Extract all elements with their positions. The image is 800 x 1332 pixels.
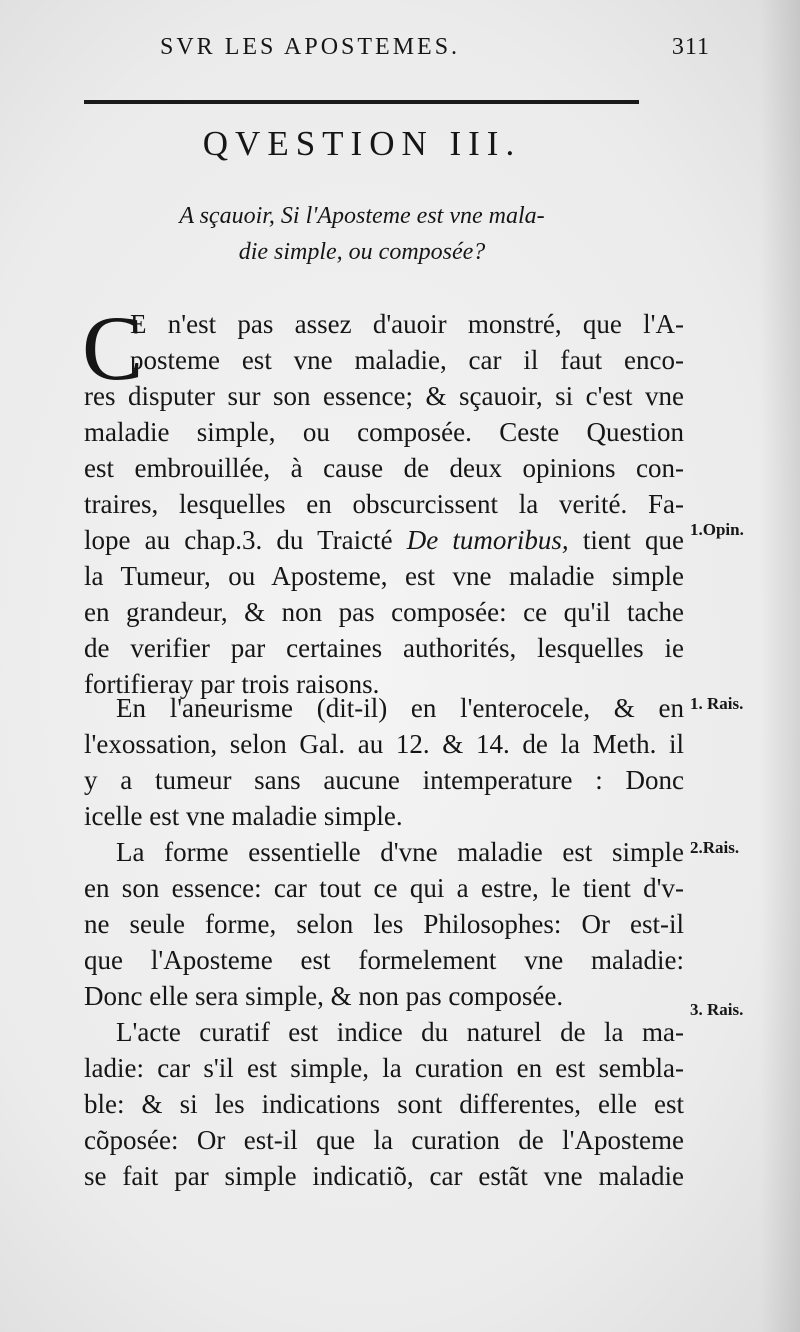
- text-segment: tient que: [568, 525, 684, 555]
- text-line: y a tumeur sans aucune intemperature : Donc: [84, 765, 684, 795]
- margin-note-opinion-1: 1.Opin.: [690, 520, 744, 539]
- text-line: maladie simple, ou composée. Ceste Question: [84, 417, 684, 447]
- text-line: posteme est vne maladie, car il faut enco-: [130, 345, 684, 375]
- text-line: icelle est vne maladie simple.: [84, 801, 403, 831]
- margin-note-reason-3: 3. Rais.: [690, 1000, 744, 1019]
- text-line: que l'Aposteme est formelement vne maladie:: [84, 945, 684, 975]
- text-segment: lope au chap.3. du Traicté: [84, 525, 407, 555]
- text-line: res disputer sur son essence; & sçauoir, si c'est vne: [84, 381, 684, 411]
- text-line: La forme essentielle d'vne maladie est simple: [116, 837, 684, 867]
- text-line: Donc elle sera simple, & non pas composée.: [84, 981, 564, 1011]
- page-gutter-shadow: [760, 0, 800, 1332]
- text-line: la Tumeur, ou Aposteme, est vne maladie simple: [84, 561, 684, 591]
- text-line: ne seule forme, selon les Philosophes: Or est-il: [84, 909, 684, 939]
- text-line: ladie: car s'il est simple, la curation en est sembla-: [84, 1053, 684, 1083]
- paragraph-2: [84, 690, 684, 834]
- text-line: ble: & si les indications sont differentes, elle est: [84, 1089, 684, 1119]
- question-title: QVESTION III.: [202, 124, 522, 163]
- running-head: [160, 34, 710, 74]
- text-line: en son essence: car tout ce qui a estre, le tient d'v-: [84, 873, 684, 903]
- paragraph-3: [84, 834, 684, 1014]
- text-line: est embrouillée, à cause de deux opinions con-: [84, 453, 684, 483]
- text-line: en grandeur, & non pas composée: ce qu'il tache: [84, 597, 684, 627]
- page-number: 311: [671, 34, 710, 60]
- question-subtitle: [0, 198, 724, 270]
- subtitle-line-2: die simple, ou composée?: [238, 239, 486, 265]
- text-line: de verifier par certaines authorités, lesquelles ie: [84, 633, 684, 663]
- text-line: E n'est pas assez d'auoir monstré, que l'A-: [130, 309, 684, 339]
- paragraph-1: [84, 306, 684, 702]
- text-line: fortifieray par trois raisons.: [84, 669, 380, 699]
- margin-note-reason-1: 1. Rais.: [690, 694, 744, 713]
- drop-cap: C: [82, 297, 144, 399]
- running-head-title: SVR LES APOSTEMES.: [160, 34, 461, 60]
- header-rule: [84, 100, 639, 104]
- text-line: cõposée: Or est-il que la curation de l'Aposteme: [84, 1125, 684, 1155]
- text-line: En l'aneurisme (dit-il) en l'enterocele, & en: [116, 693, 684, 723]
- italic-work-title: De tumoribus,: [406, 525, 569, 555]
- text-line: se fait par simple indicatiõ, car estãt vne maladie: [84, 1161, 684, 1191]
- text-line: [84, 522, 684, 558]
- subtitle-line-1: A sçauoir, Si l'Aposteme est vne mala-: [179, 203, 545, 229]
- paragraph-4: [84, 1014, 684, 1194]
- text-line: l'exossation, selon Gal. au 12. & 14. de la Meth. il: [84, 729, 684, 759]
- margin-note-reason-2: 2.Rais.: [690, 838, 740, 857]
- text-line: traires, lesquelles en obscurcissent la verité. Fa-: [84, 489, 684, 519]
- text-line: L'acte curatif est indice du naturel de la ma-: [116, 1017, 684, 1047]
